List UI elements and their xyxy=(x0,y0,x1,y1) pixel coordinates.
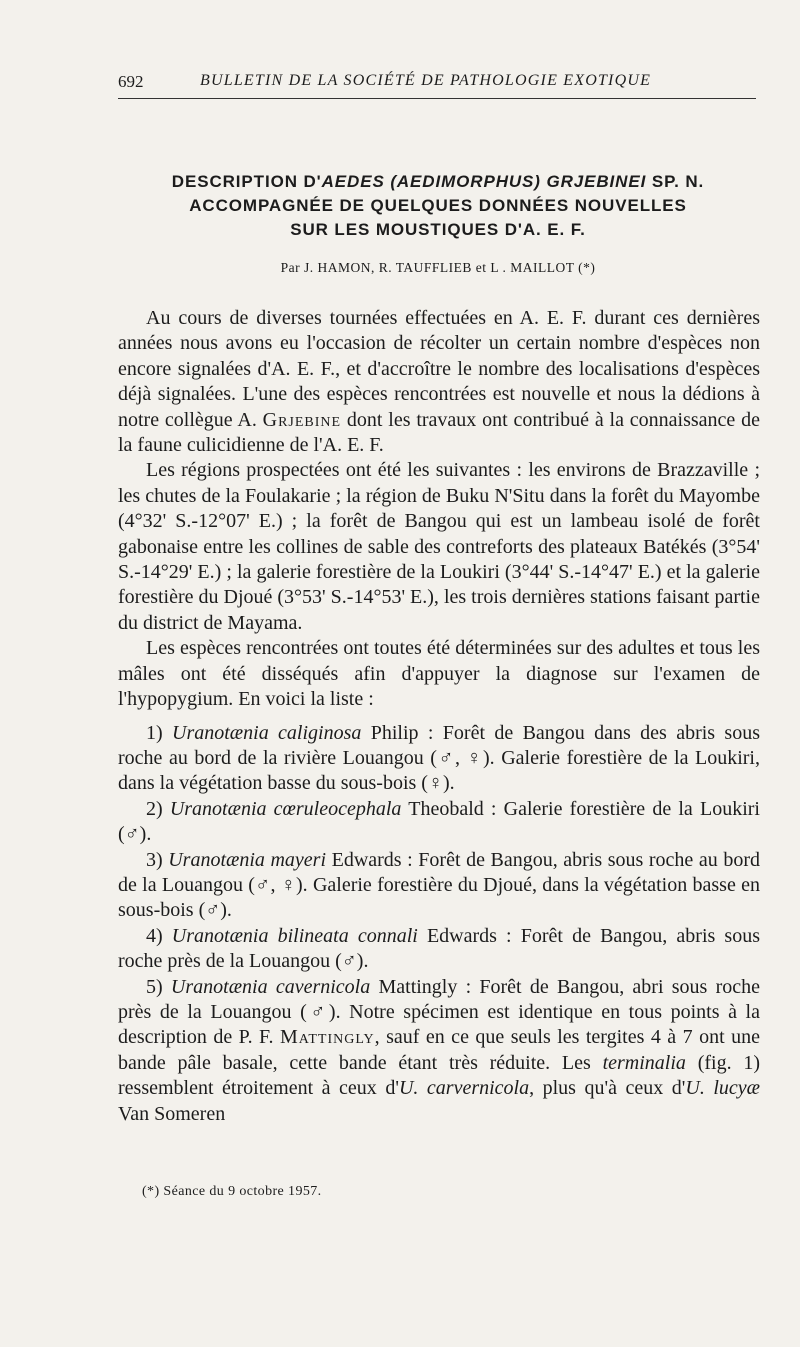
text: Au cours de diverses tournées effectuées en A. E. F. durant ces dernières années nous avons eu l'occasion de récolter un certain nombre d'espèces non encore signalées d'A. E. F., et d'accroître le nombre des localisations d'espèces déjà signalées. L'une des espèces rencontrées est nouvelle et nous la dédions à notre collègue A. xyxy=(118,307,760,431)
list-item xyxy=(118,975,760,1127)
paragraph-species-intro: Les espèces rencontrées ont toutes été déterminées sur des adultes et tous les mâles ont été disséqués afin d'appuyer la diagnose sur l'examen de l'hypopygium. En voici la liste : xyxy=(118,637,760,711)
species-name: Uranotænia cœruleocephala xyxy=(169,797,402,820)
item-text: Edwards : Forêt de Bangou, abris sous roche près de la Louangou (♂). xyxy=(118,924,760,973)
title-line-3: SUR LES MOUSTIQUES D'A. E. F. xyxy=(290,220,586,239)
text: dont les travaux ont contribué à la connaissance de la faune culicidienne de l'A. E. F. xyxy=(118,408,760,457)
item-text: , sauf en ce que seuls les tergites 4 à 7 ont une bande pâle basale, cette bande étant très réduite. Les xyxy=(118,1026,760,1074)
item-text: Edwards : Forêt de Bangou, abris sous roche au bord de la Louangou (♂, ♀). Galerie forestière du Djoué, dans la végétation basse en sous-bois (♂). xyxy=(118,848,760,922)
item-text: Philip : Forêt de Bangou dans des abris sous roche au bord de la rivière Louangou (♂, ♀). Galerie forestière de la Loukiri, dans la végétation basse du sous-bois (♀). xyxy=(118,721,760,795)
article-title xyxy=(118,170,758,242)
species-name: Uranotænia cavernicola xyxy=(170,975,371,998)
person-name: Mattingly xyxy=(280,1026,375,1049)
list-item xyxy=(118,848,760,924)
list-item xyxy=(118,797,760,848)
item-number: 4) xyxy=(146,924,172,947)
running-header xyxy=(118,70,756,99)
title-part: DESCRIPTION D' xyxy=(171,172,322,191)
list-item xyxy=(118,924,760,975)
article-body xyxy=(118,306,760,1127)
item-text: (fig. 1) ressemblent étroitement à ceux d' xyxy=(118,1051,760,1100)
item-number: 3) xyxy=(146,848,169,871)
person-name: Grjebine xyxy=(262,408,342,431)
list-item xyxy=(118,721,760,797)
term: terminalia xyxy=(602,1051,686,1074)
title-line-2: ACCOMPAGNÉE DE QUELQUES DONNÉES NOUVELLES xyxy=(189,196,687,215)
species-name: Uranotænia bilineata connali xyxy=(171,924,418,947)
title-species-name: AEDES (AEDIMORPHUS) GRJEBINEI xyxy=(321,172,647,191)
species-name: U. lucyæ xyxy=(685,1077,760,1100)
page-number: 692 xyxy=(118,72,144,91)
item-number: 2) xyxy=(146,797,170,820)
paragraph-intro xyxy=(118,306,760,458)
species-name: Uranotænia mayeri xyxy=(168,848,327,871)
item-text: Van Someren xyxy=(118,1102,226,1125)
item-number: 5) xyxy=(146,975,171,998)
title-line-1 xyxy=(118,170,758,194)
paragraph-regions: Les régions prospectées ont été les suivantes : les environs de Brazzaville ; les chutes de la Foulakarie ; la région de Buku N'Situ dans la forêt du Mayombe (4°32' S.-12°07' E.) ; la forêt de Bangou qui est un lambeau isolé de forêt gabonaise entre les collines de sable des contreforts des plateaux Batékés (3°54' S.-14°29' E.) ; la galerie forestière de la Loukiri (3°44' S.-14°47' E.) et la galerie forestière du Djoué (3°53' S.-14°53' E.), les trois dernières stations faisant partie du district de Mayama. xyxy=(118,459,760,634)
author-line: Par J. HAMON, R. TAUFFLIEB et L . MAILLOT (*) xyxy=(280,260,596,275)
journal-title: BULLETIN DE LA SOCIÉTÉ DE PATHOLOGIE EXOTIQUE xyxy=(200,72,652,89)
item-text: Theobald : Galerie forestière de la Loukiri (♂). xyxy=(118,797,760,846)
species-name: U. carvernicola xyxy=(398,1077,530,1100)
title-part: SP. N. xyxy=(646,172,705,191)
species-name: Uranotænia caliginosa xyxy=(172,721,362,744)
item-text: Mattingly : Forêt de Bangou, abri sous roche près de la Louangou (♂). Notre spécimen est identique en tous points à la description de P. F. xyxy=(118,975,760,1049)
footnote: (*) Séance du 9 octobre 1957. xyxy=(142,1184,322,1199)
item-number: 1) xyxy=(146,721,173,744)
item-text: , plus qu'à ceux d' xyxy=(529,1077,686,1100)
